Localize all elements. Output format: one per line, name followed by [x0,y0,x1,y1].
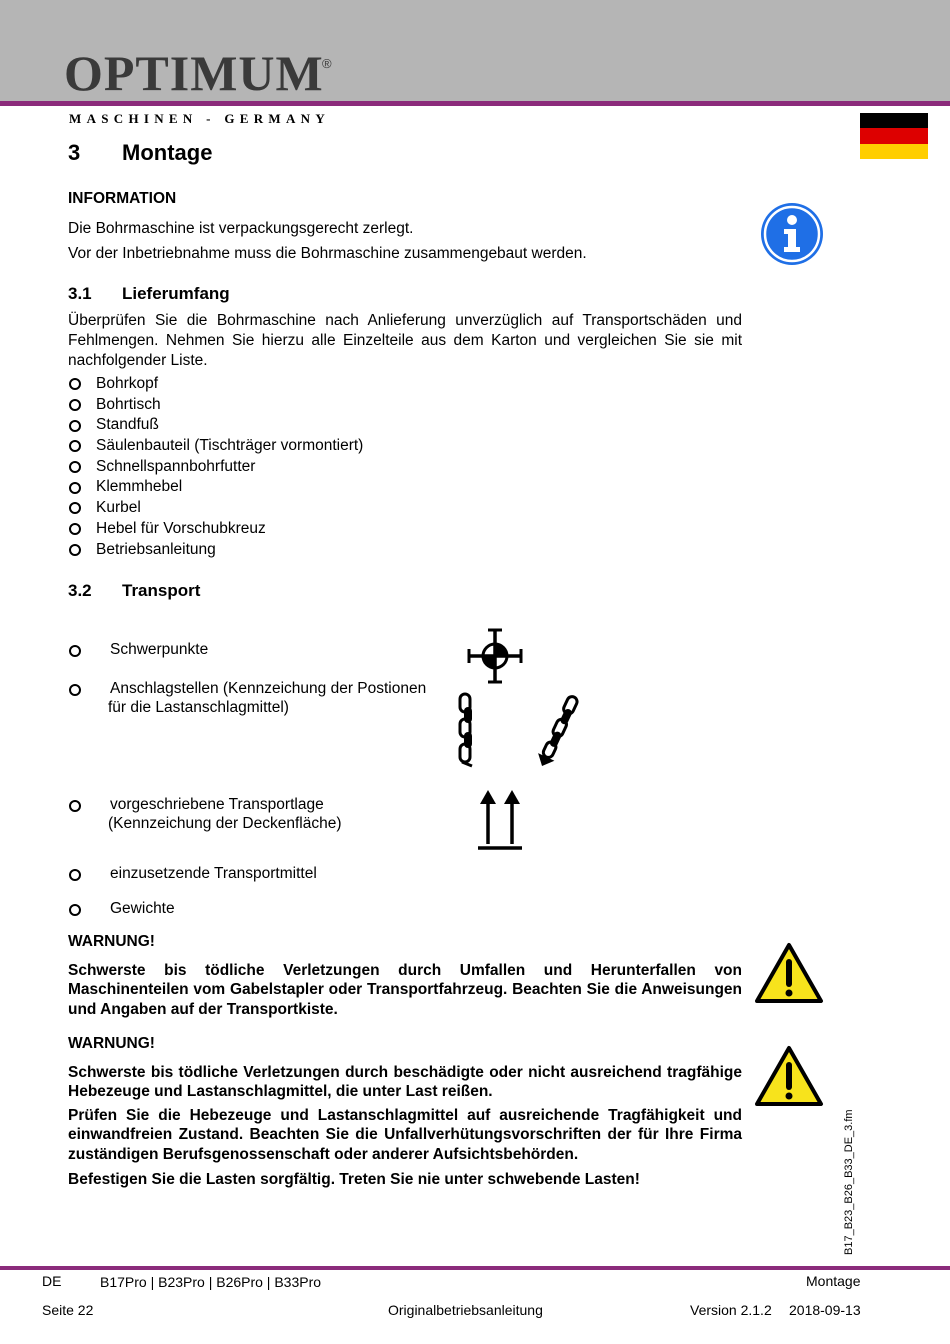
list-item: Betriebsanleitung [68,540,363,561]
list-item: Standfuß [68,415,363,436]
bullet-icon [69,461,81,473]
german-flag-icon [860,113,928,159]
bullet-icon [69,645,81,657]
warning-2-text-1: Schwerste bis tödliche Verletzungen durch beschädigte oder nicht ausreichend tragfähige Hebezeuge und Lastanschlagmittel, die unter Last reißen. [68,1064,742,1101]
warning-1-label: WARNUNG! [68,933,155,950]
list-item: Bohrkopf [68,374,363,395]
header-divider [0,101,950,106]
bullet-icon [69,869,81,881]
section-3-1-title: Lieferumfang [122,284,230,303]
warning-2-label: WARNUNG! [68,1035,155,1052]
list-item: Schnellspannbohrfutter [68,457,363,478]
brand-logo: OPTIMUM [64,45,324,101]
bullet-icon [69,523,81,535]
bullet-icon [69,684,81,696]
footer-date: 2018-09-13 [789,1302,861,1318]
list-item: Klemmhebel [68,477,363,498]
list-item: Hebel für Vorschubkreuz [68,519,363,540]
footer-language: DE [42,1273,62,1289]
chapter-title-text: Montage [122,140,213,165]
list-item: Bohrtisch [68,395,363,416]
this-way-up-icon [476,788,524,852]
information-line-1: Die Bohrmaschine ist verpackungsgerecht zerlegt. [68,220,414,237]
info-icon [760,202,824,266]
warning-2-text-3: Befestigen Sie die Lasten sorgfältig. Treten Sie nie unter schwebende Lasten! [68,1171,640,1188]
chain-diagonal-icon [536,692,582,772]
bullet-icon [69,399,81,411]
registered-mark: ® [322,56,332,71]
section-3-1-paragraph: Überprüfen Sie die Bohrmaschine nach Anlieferung unverzüglich auf Transportschäden und Fehlmengen. Nehmen Sie hierzu alle Einzelteile aus dem Karton und vergleichen Sie sie mit nachfolgender Liste. [68,312,742,369]
warning-triangle-icon [754,942,824,1004]
bullet-icon [69,420,81,432]
footer-chapter: Montage [806,1273,861,1289]
chapter-title [68,140,212,166]
center-of-gravity-icon [466,627,524,685]
chapter-number: 3 [68,140,81,165]
section-3-1-heading [68,284,230,304]
bullet-icon [69,482,81,494]
section-3-2-heading [68,581,200,601]
warning-2-text-2: Prüfen Sie die Hebezeuge und Lastanschlagmittel auf ausreichende Tragfähigkeit und einwandfreien Zustand. Beachten Sie die Unfallverhütungsvorschriften der für Ihre Firma zuständigen Berufsgenossenschaft oder anderer Aufsichtsbehörden. [68,1107,742,1163]
bullet-icon [69,544,81,556]
warning-1-text: Schwerste bis tödliche Verletzungen durch Umfallen und Herunterfallen von Maschinenteilen vom Gabelstapler oder Transportfahrzeug. Beachten Sie die Anweisungen und Angaben auf der Transportkiste. [68,962,742,1018]
warning-triangle-icon [754,1045,824,1107]
list-item: Säulenbauteil (Tischträger vormontiert) [68,436,363,457]
section-3-2-title: Transport [122,581,201,600]
chain-vertical-icon [456,692,478,768]
bullet-icon [69,502,81,514]
bullet-icon [69,440,81,452]
footer-document-type: Originalbetriebsanleitung [388,1302,543,1318]
bullet-icon [69,904,81,916]
bullet-icon [69,800,81,812]
footer-page-number: Seite 22 [42,1302,94,1318]
section-3-1-number: 3.1 [68,284,92,303]
information-line-2: Vor der Inbetriebnahme muss die Bohrmaschine zusammengebaut werden. [68,245,587,262]
footer-version: Version 2.1.2 [690,1302,772,1318]
delivery-list [68,374,363,560]
footer-models: B17Pro | B23Pro | B26Pro | B33Pro [100,1274,322,1290]
bullet-icon [69,378,81,390]
section-3-2-number: 3.2 [68,581,92,600]
information-label: INFORMATION [68,190,177,207]
footer-divider [0,1266,950,1270]
side-filename: B17_B23_B26_B33_DE_3.fm [843,1109,855,1255]
list-item: Kurbel [68,498,363,519]
brand-tagline: MASCHINEN - GERMANY [69,111,331,126]
